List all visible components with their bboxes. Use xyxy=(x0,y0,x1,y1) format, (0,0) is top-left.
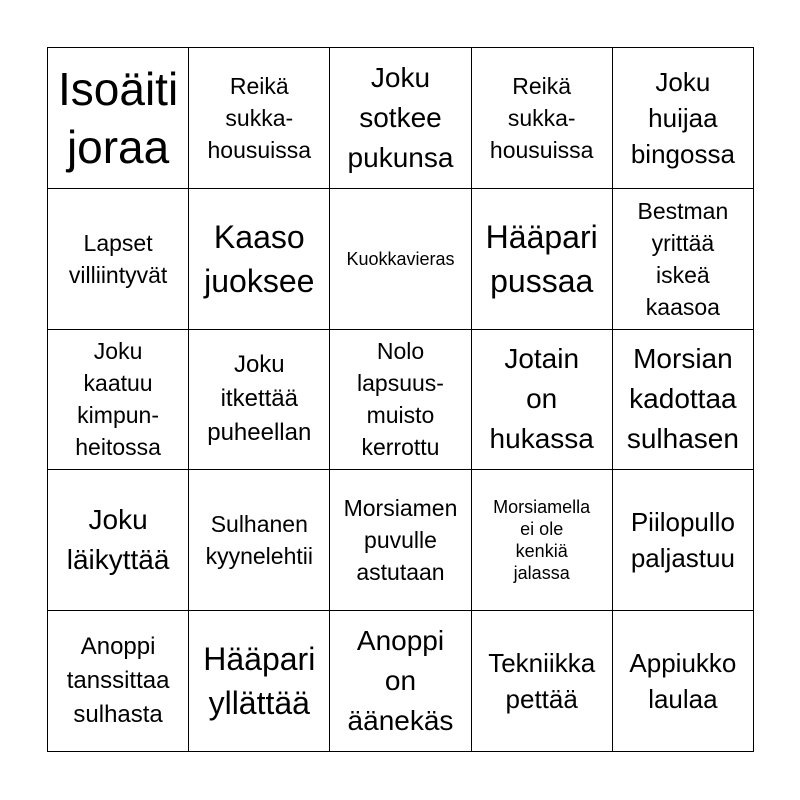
bingo-cell-r1c1[interactable]: Isoäiti joraa xyxy=(48,48,189,189)
bingo-cell-r2c4[interactable]: Hääpari pussaa xyxy=(472,189,613,330)
bingo-cell-r3c1[interactable]: Joku kaatuu kimpun- heitossa xyxy=(48,330,189,471)
bingo-cell-r3c3[interactable]: Nolo lapsuus- muisto kerrottu xyxy=(330,330,471,471)
bingo-cell-r5c1[interactable]: Anoppi tanssittaa sulhasta xyxy=(48,611,189,752)
bingo-cell-r1c4[interactable]: Reikä sukka- housuissa xyxy=(472,48,613,189)
bingo-cell-r4c4[interactable]: Morsiamella ei ole kenkiä jalassa xyxy=(472,470,613,611)
bingo-board xyxy=(47,47,754,752)
bingo-cell-r5c4[interactable]: Tekniikka pettää xyxy=(472,611,613,752)
bingo-cell-r2c5[interactable]: Bestman yrittää iskeä kaasoa xyxy=(613,189,754,330)
bingo-cell-r1c2[interactable]: Reikä sukka- housuissa xyxy=(189,48,330,189)
bingo-cell-r1c3[interactable]: Joku sotkee pukunsa xyxy=(330,48,471,189)
bingo-cell-r1c5[interactable]: Joku huijaa bingossa xyxy=(613,48,754,189)
bingo-cell-r2c3[interactable]: Kuokkavieras xyxy=(330,189,471,330)
bingo-cell-r5c5[interactable]: Appiukko laulaa xyxy=(613,611,754,752)
bingo-cell-r2c1[interactable]: Lapset villiintyvät xyxy=(48,189,189,330)
bingo-cell-r4c5[interactable]: Piilopullo paljastuu xyxy=(613,470,754,611)
bingo-cell-r2c2[interactable]: Kaaso juoksee xyxy=(189,189,330,330)
bingo-cell-r5c3[interactable]: Anoppi on äänekäs xyxy=(330,611,471,752)
bingo-cell-r3c2[interactable]: Joku itkettää puheellan xyxy=(189,330,330,471)
bingo-cell-r4c1[interactable]: Joku läikyttää xyxy=(48,470,189,611)
bingo-cell-r5c2[interactable]: Hääpari yllättää xyxy=(189,611,330,752)
bingo-cell-r3c4[interactable]: Jotain on hukassa xyxy=(472,330,613,471)
bingo-cell-r3c5[interactable]: Morsian kadottaa sulhasen xyxy=(613,330,754,471)
bingo-cell-r4c3[interactable]: Morsiamen puvulle astutaan xyxy=(330,470,471,611)
bingo-cell-r4c2[interactable]: Sulhanen kyynelehtii xyxy=(189,470,330,611)
